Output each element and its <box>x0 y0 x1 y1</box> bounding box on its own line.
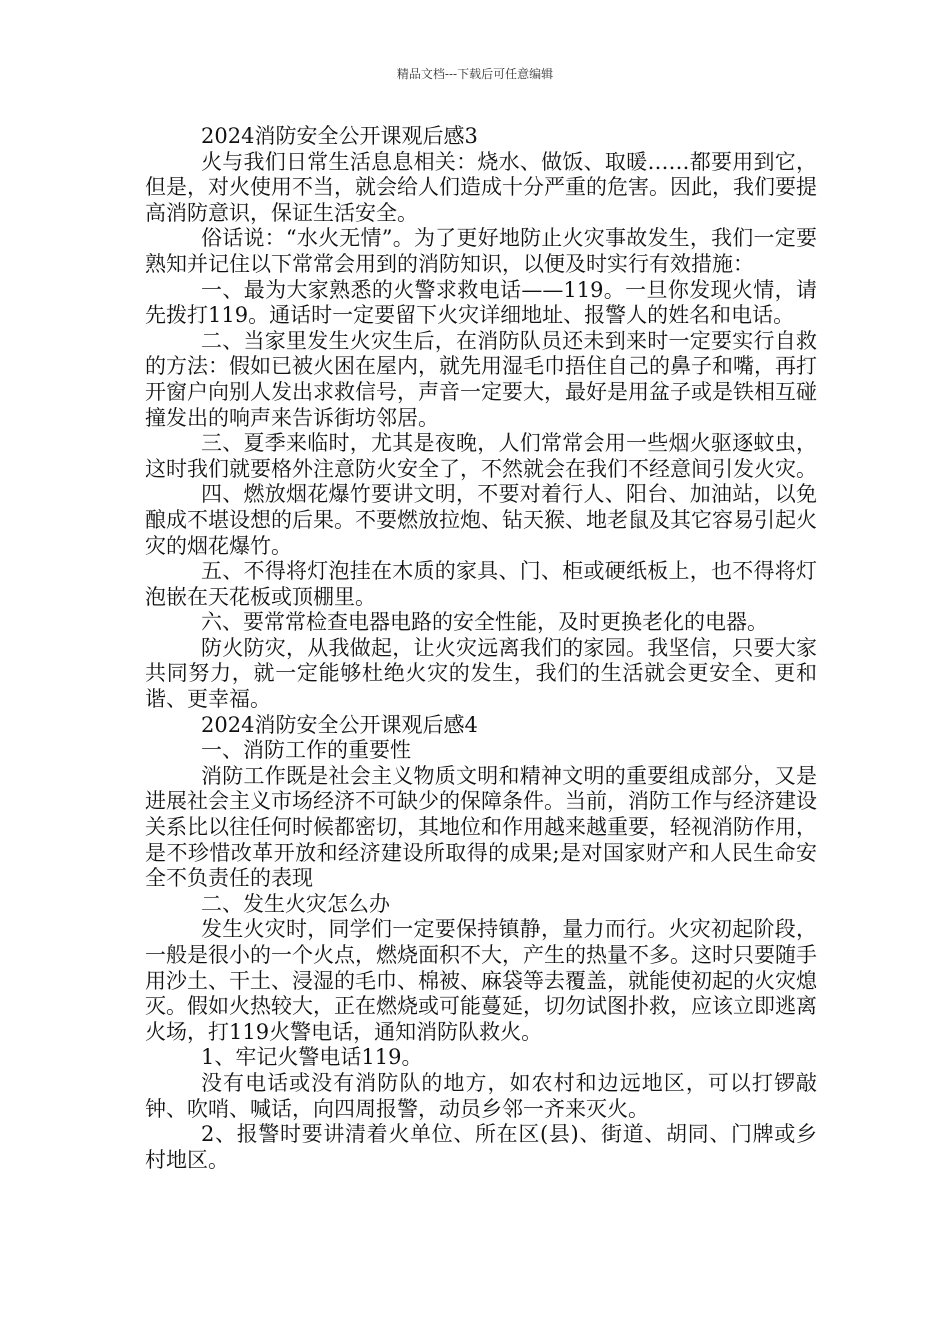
subheading: 一、消防工作的重要性 <box>201 738 411 763</box>
paragraph: 消防工作既是社会主义物质文明和精神文明的重要组成部分，又是进展社会主义市场经济不可缺少的保障条件。当前，消防工作与经济建设关系比以往任何时候都密切，其地位和作用越来越重要，轻视消防作用，是不珍惜改革开放和经济建设所取得的成果;是对国家财产和人民生命安全不负责任的表现 <box>145 763 817 891</box>
subheading: 二、发生火灾怎么办 <box>201 891 390 916</box>
paragraph: 火与我们日常生活息息相关：烧水、做饭、取暖……都要用到它，但是，对火使用不当，就会给人们造成十分严重的危害。因此，我们要提高消防意识，保证生活安全。 <box>145 149 817 225</box>
page-header: 精品文档---下载后可任意编辑 <box>396 67 554 81</box>
section-title: 2024消防安全公开课观后感4 <box>201 712 478 737</box>
paragraph: 五、不得将灯泡挂在木质的家具、门、柜或硬纸板上，也不得将灯泡嵌在天花板或顶棚里。 <box>145 559 817 609</box>
document-body <box>145 124 817 1173</box>
paragraph: 一、最为大家熟悉的火警求救电话——119。一旦你发现火情，请先拨打119。通话时一定要留下火灾详细地址、报警人的姓名和电话。 <box>145 277 817 328</box>
paragraph: 六、要常常检查电器电路的安全性能，及时更换老化的电器。 <box>201 610 768 635</box>
section-title: 2024消防安全公开课观后感3 <box>201 124 478 148</box>
paragraph: 三、夏季来临时，尤其是夜晚，人们常常会用一些烟火驱逐蚊虫，这时我们就要格外注意防火安全了，不然就会在我们不经意间引发火灾。 <box>145 431 817 481</box>
paragraph: 四、燃放烟花爆竹要讲文明，不要对着行人、阳台、加油站，以免酿成不堪设想的后果。不要燃放拉炮、钻天猴、地老鼠及其它容易引起火灾的烟花爆竹。 <box>145 482 817 558</box>
paragraph: 发生火灾时，同学们一定要保持镇静，量力而行。火灾初起阶段，一般是很小的一个火点，燃烧面积不大，产生的热量不多。这时只要随手用沙土、干土、浸湿的毛巾、棉被、麻袋等去覆盖，就能使初起的火灾熄灭。假如火热较大，正在燃烧或可能蔓延，切勿试图扑救，应该立即逃离火场，打119火警电话，通知消防队救火。 <box>145 917 817 1044</box>
paragraph: 防火防灾，从我做起，让火灾远离我们的家园。我坚信，只要大家共同努力，就一定能够杜绝火灾的发生，我们的生活就会更安全、更和谐、更幸福。 <box>145 635 817 712</box>
paragraph: 俗话说：“水火无情”。为了更好地防止火灾事故发生，我们一定要熟知并记住以下常常会用到的消防知识，以便及时实行有效措施： <box>145 226 817 276</box>
list-item: 2、报警时要讲清着火单位、所在区(县)、街道、胡同、门牌或乡村地区。 <box>145 1122 817 1172</box>
paragraph: 没有电话或没有消防队的地方，如农村和边远地区，可以打锣敲钟、吹哨、喊话，向四周报警，动员乡邻一齐来灭火。 <box>145 1070 817 1121</box>
paragraph: 二、当家里发生火灾生后，在消防队员还未到来时一定要实行自救的方法：假如已被火困在屋内，就先用湿毛巾捂住自己的鼻子和嘴，再打开窗户向别人发出求救信号，声音一定要大，最好是用盆子或是铁相互碰撞发出的响声来告诉街坊邻居。 <box>145 328 817 430</box>
list-item: 1、牢记火警电话119。 <box>201 1045 423 1070</box>
